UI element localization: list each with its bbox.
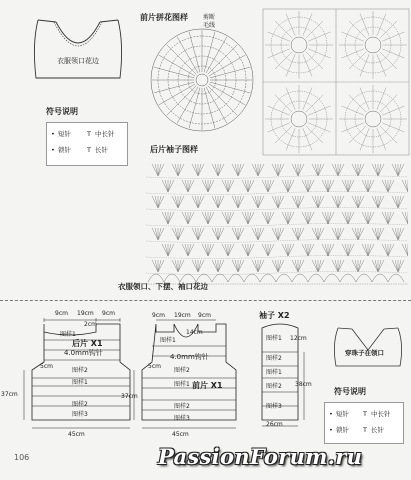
- bead-label: 穿珠子在领口: [345, 349, 384, 357]
- back-motif-3: 图样1: [72, 379, 88, 386]
- front-motif-1: 图样1: [160, 337, 176, 344]
- back-side-top-dim: 5cm: [40, 363, 53, 370]
- front-title: 前片 X1: [192, 381, 223, 390]
- legend-name-chain: 锁针: [58, 146, 71, 154]
- legend-name-double: 长针: [371, 426, 384, 434]
- sleeve-pattern-chart: [146, 158, 408, 276]
- front-neck-dim: 14cm: [186, 329, 203, 336]
- front-top-dim-mid: 19cm: [174, 312, 191, 319]
- back-motif-2: 图样2: [72, 367, 88, 374]
- front-motif-2: 图样2: [174, 367, 190, 374]
- bottom-legend-box: [324, 402, 404, 444]
- section-divider: [0, 300, 411, 301]
- collar-edge-sketch: [28, 18, 128, 80]
- sleeve-bottom-dim: 26cm: [266, 421, 283, 428]
- back-motif-5: 图样3: [72, 411, 88, 418]
- sleeve-motif-4: 图样2: [266, 383, 282, 390]
- sleeve-pattern-title: 后片袖子图样: [150, 145, 198, 154]
- top-legend-title: 符号说明: [46, 107, 78, 116]
- front-motif-title: 前片拼花图样: [140, 13, 188, 22]
- legend-symbol-t: T: [363, 426, 367, 434]
- back-top-dim-mid: 19cm: [77, 310, 94, 317]
- watermark: PassionForum.ru: [158, 444, 363, 469]
- legend-symbol-dot: •: [329, 410, 333, 418]
- back-needle: 4.0mm钩针: [64, 349, 103, 357]
- back-bottom-dim: 45cm: [68, 431, 85, 438]
- legend-name-chain: 锁针: [336, 426, 349, 434]
- legend-name-double: 长针: [95, 146, 108, 154]
- legend-symbol-dot: •: [329, 426, 333, 434]
- bottom-legend-title: 符号说明: [334, 387, 366, 396]
- front-motif-3: 图样1: [174, 381, 190, 388]
- back-top-dim-left: 9cm: [55, 310, 68, 317]
- legend-symbol-dot: •: [51, 146, 55, 154]
- round-motif-chart: [148, 26, 256, 134]
- back-motif-1: 图样1: [60, 331, 76, 338]
- sleeve-top-dim: 12cm: [290, 335, 307, 342]
- collar-edge-label: 衣服领口花边: [57, 57, 99, 65]
- front-side-left-dim: 37cm: [121, 393, 138, 400]
- back-title: 后片 X1: [72, 339, 103, 348]
- legend-name-half-double: 中长针: [95, 130, 115, 138]
- back-neck-dim: 2cm: [84, 321, 97, 328]
- sleeve-motif-3: 图样1: [266, 369, 282, 376]
- front-motif-5: 图样3: [174, 415, 190, 422]
- square-motif-grid: [262, 8, 410, 156]
- legend-symbol-t: T: [87, 146, 91, 154]
- sleeve-title: 袖子 X2: [259, 311, 290, 320]
- sleeve-side-dim: 38cm: [295, 381, 312, 388]
- edging-caption: 衣服领口、下摆、袖口花边: [118, 282, 208, 291]
- front-bottom-dim: 45cm: [172, 431, 189, 438]
- legend-name-short-stitch: 短针: [58, 130, 71, 138]
- legend-name-short-stitch: 短针: [336, 410, 349, 418]
- front-top-dim-left: 9cm: [152, 312, 165, 319]
- top-legend-box: [46, 122, 128, 166]
- front-side-top-dim: 5cm: [148, 363, 161, 370]
- legend-symbol-t: T: [363, 410, 367, 418]
- legend-name-half-double: 中长针: [371, 410, 391, 418]
- front-needle: 4.0mm钩针: [170, 353, 209, 361]
- bead-collar-sketch: [330, 324, 406, 368]
- sleeve-motif-1: 图样1: [266, 335, 282, 342]
- cut-thread-label: 剪断毛线: [203, 14, 216, 29]
- front-motif-4: 图样2: [174, 403, 190, 410]
- legend-symbol-t: T: [87, 130, 91, 138]
- sleeve-motif-2: 图样2: [266, 355, 282, 362]
- back-side-left-dim: 37cm: [1, 391, 18, 398]
- back-top-dim-right: 9cm: [102, 310, 115, 317]
- front-top-dim-right: 9cm: [198, 312, 211, 319]
- back-motif-4: 图样2: [72, 401, 88, 408]
- legend-symbol-dot: •: [51, 130, 55, 138]
- sleeve-motif-5: 图样3: [266, 403, 282, 410]
- page-number: 106: [14, 453, 30, 462]
- back-panel-schematic: [10, 310, 140, 442]
